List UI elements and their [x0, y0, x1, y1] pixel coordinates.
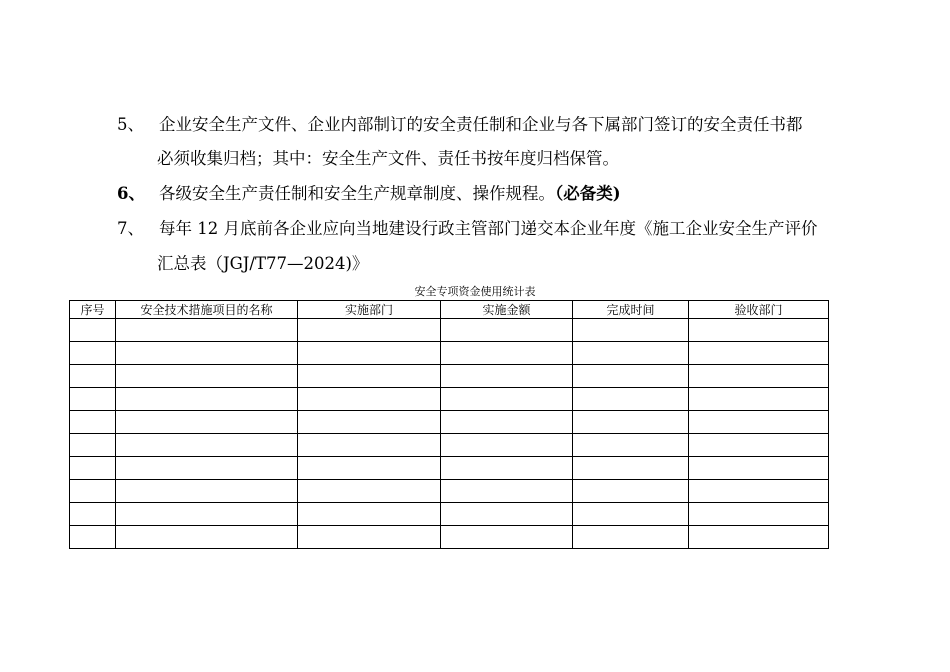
table-cell — [298, 411, 441, 434]
table-cell — [573, 480, 689, 503]
table-cell — [70, 365, 116, 388]
table-cell — [689, 342, 829, 365]
item-6-emphasis: （必备类) — [555, 184, 621, 203]
table-cell — [70, 503, 116, 526]
item-5-line1 — [117, 108, 803, 142]
table-cell — [441, 319, 573, 342]
table-cell — [441, 434, 573, 457]
header-serial: 序号 — [70, 301, 116, 319]
table-cell — [116, 388, 298, 411]
table-row — [70, 480, 829, 503]
header-acceptance-dept: 验收部门 — [689, 301, 829, 319]
table-cell — [116, 457, 298, 480]
table-row — [70, 457, 829, 480]
table-caption: 安全专项资金使用统计表 — [414, 285, 536, 298]
header-amount: 实施金额 — [441, 301, 573, 319]
table-cell — [116, 434, 298, 457]
table-cell — [689, 388, 829, 411]
item-7-text: 每年 12 月底前各企业应向当地建设行政主管部门递交本企业年度《施工企业安全生产评价 — [159, 219, 818, 238]
table-cell — [298, 526, 441, 549]
table-cell — [70, 388, 116, 411]
item-7-line1 — [117, 212, 818, 246]
table-cell — [70, 342, 116, 365]
item-5-number: 5、 — [117, 115, 144, 134]
item-7-line2: 汇总表（JGJ/T77—2024)》 — [157, 254, 369, 273]
item-6-line1 — [117, 177, 621, 211]
table-cell — [116, 342, 298, 365]
table-row — [70, 434, 829, 457]
table-cell — [689, 526, 829, 549]
table-cell — [70, 319, 116, 342]
item-6-text: 各级安全生产责任制和安全生产规章制度、操作规程。 — [159, 184, 555, 203]
table-cell — [573, 526, 689, 549]
table-cell — [116, 480, 298, 503]
table-cell — [441, 388, 573, 411]
table-cell — [441, 411, 573, 434]
table-cell — [689, 411, 829, 434]
table-cell — [441, 503, 573, 526]
table-cell — [689, 365, 829, 388]
table-cell — [298, 434, 441, 457]
table-cell — [573, 434, 689, 457]
table-row — [70, 526, 829, 549]
table-row — [70, 365, 829, 388]
table-cell — [573, 457, 689, 480]
item-7-number: 7、 — [117, 219, 144, 238]
table-cell — [116, 503, 298, 526]
table-body — [70, 319, 829, 549]
table-cell — [573, 319, 689, 342]
table-row — [70, 342, 829, 365]
table-cell — [116, 365, 298, 388]
table-cell — [689, 434, 829, 457]
table-cell — [70, 411, 116, 434]
table-cell — [573, 365, 689, 388]
table-cell — [116, 526, 298, 549]
table-cell — [298, 480, 441, 503]
table-header-row — [70, 301, 829, 319]
table-cell — [298, 388, 441, 411]
table-cell — [689, 503, 829, 526]
table-cell — [573, 388, 689, 411]
table-cell — [116, 319, 298, 342]
table-cell — [441, 457, 573, 480]
item-5-text: 企业安全生产文件、企业内部制订的安全责任制和企业与各下属部门签订的安全责任书都 — [159, 115, 803, 134]
table-cell — [298, 365, 441, 388]
table-cell — [441, 342, 573, 365]
table-cell — [689, 457, 829, 480]
table-cell — [441, 526, 573, 549]
table-cell — [689, 480, 829, 503]
table-cell — [573, 503, 689, 526]
table-cell — [298, 319, 441, 342]
header-measure-name: 安全技术措施项目的名称 — [116, 301, 298, 319]
header-completion-time: 完成时间 — [573, 301, 689, 319]
table-row — [70, 319, 829, 342]
safety-fund-table — [69, 300, 829, 549]
header-department: 实施部门 — [298, 301, 441, 319]
table-cell — [298, 503, 441, 526]
table-cell — [441, 480, 573, 503]
table-cell — [298, 342, 441, 365]
table-cell — [116, 411, 298, 434]
table-cell — [689, 319, 829, 342]
table-cell — [573, 342, 689, 365]
item-5-line2: 必须收集归档；其中：安全生产文件、责任书按年度归档保管。 — [157, 149, 619, 168]
table-cell — [573, 411, 689, 434]
table-cell — [70, 434, 116, 457]
table-row — [70, 411, 829, 434]
table-cell — [441, 365, 573, 388]
table-cell — [298, 457, 441, 480]
item-6-number: 6、 — [117, 184, 145, 203]
table-row — [70, 388, 829, 411]
table-cell — [70, 480, 116, 503]
table-row — [70, 503, 829, 526]
table-cell — [70, 457, 116, 480]
table-cell — [70, 526, 116, 549]
